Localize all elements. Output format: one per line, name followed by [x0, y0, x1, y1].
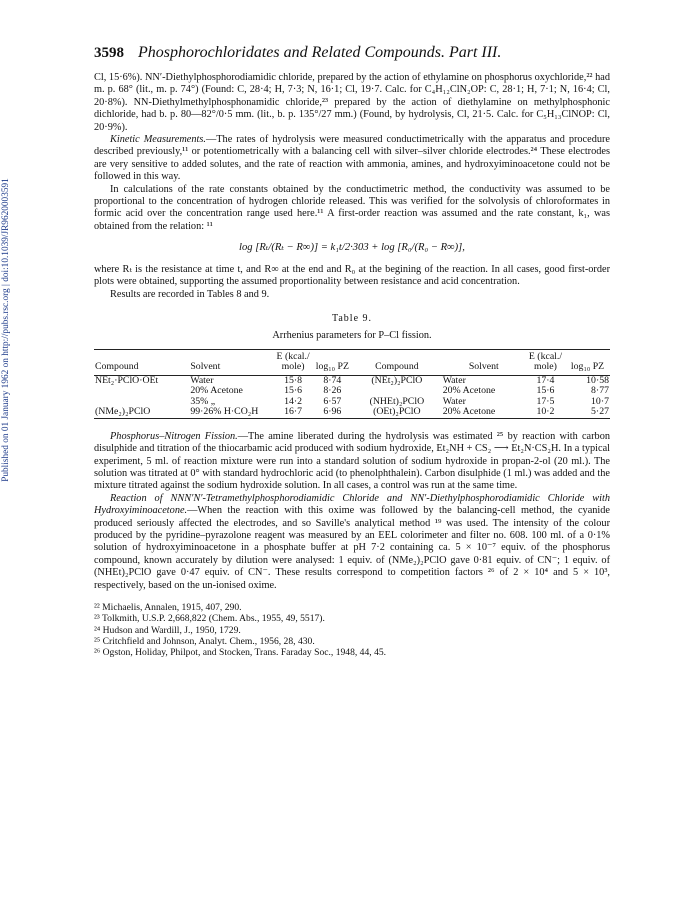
cell-energy-2: 17·4 [536, 374, 555, 386]
paragraph-pn-fission [94, 431, 610, 493]
cell-energy-2: 15·6 [536, 385, 555, 397]
cell-energy: 15·6 [284, 385, 303, 397]
col-compound-2: Compound [375, 361, 419, 373]
cell-compound-2: (NHEt)₂PClO [369, 395, 425, 407]
paragraph-kinetic-text: —The rates of hydrolysis were measured conductimetrically with the apparatus and procedure described previously,¹¹ or potentiometrically with a balancing cell with silver–silver chloride electrodes.²⁴ These electrodes are very sensitive to added solutes, and the rate of reaction with ammonia, amines, and hydroxyiminoacetone could not be followed in this way. [94, 134, 610, 183]
heading-kinetic: Kinetic Measurements. [110, 134, 206, 146]
reference-item: ²⁴ Hudson and Wardill, J., 1950, 1729. [94, 624, 241, 636]
cell-solvent-2: Water [442, 395, 466, 407]
cell-compound [94, 386, 189, 397]
heading-pn-fission: Phosphorus–Nitrogen Fission. [110, 430, 238, 442]
table-subtitle: Arrhenius parameters for P–Cl fission. [272, 330, 432, 342]
reference-item: ²³ Tolkmith, U.S.P. 2,668,822 (Chem. Abs., 1955, 49, 5517). [94, 613, 325, 625]
cell-compound-2: (OEt)₂PClO [373, 406, 421, 418]
cell-logpz: 8·74 [323, 374, 342, 386]
published-note[interactable]: Published on 01 January 1962 on http://pubs.rsc.org | doi:10.1039/JR9620003591 [1, 178, 11, 482]
cell-solvent: 99·26% H·CO₂H [190, 406, 259, 418]
body-text [94, 72, 610, 592]
cell-logpz-2: 8·77 [591, 385, 609, 397]
reference-item: ²⁶ Ogston, Holiday, Philpot, and Stocken, Trans. Faraday Soc., 1948, 44, 45. [94, 647, 387, 659]
cell-logpz: 8·26 [323, 385, 342, 397]
table-row [94, 376, 610, 387]
references [94, 602, 610, 658]
paragraph-kinetic [94, 134, 610, 184]
cell-solvent: Water [190, 374, 214, 386]
cell-logpz-2: 10·58 [586, 374, 609, 386]
cell-energy-2: 17·5 [536, 395, 555, 407]
cell-solvent: 35% „ [190, 395, 216, 407]
col-energy: E (kcal./ mole) [276, 350, 310, 373]
col-solvent: Solvent [190, 361, 221, 373]
table-row [94, 397, 610, 408]
cell-logpz: 6·57 [323, 395, 342, 407]
cell-solvent-2: 20% Acetone [442, 406, 496, 418]
reference-item: ²⁵ Critchfield and Johnson, Analyt. Chem., 1956, 28, 430. [94, 635, 315, 647]
cell-energy: 15·8 [284, 374, 303, 386]
cell-solvent-2: Water [442, 374, 466, 386]
rate-equation: log [Rₜ/(Rₜ − R∞)] = k₁t/2·303 + log [R₀/(R₀ − R∞)], [239, 242, 465, 254]
col-energy-2: E (kcal./ mole) [528, 350, 563, 373]
cell-logpz: 6·96 [323, 406, 342, 418]
paragraph-calculation: In calculations of the rate constants obtained by the conductimetric method, the conductivity was assumed to be proportional to the concentration of hydrogen chloride released. This was verified for the solvolysis of chloroformates in formic acid over the concentration range used here.¹¹ A first-order reaction was assumed and the rate constant, k₁, was obtained from the relation: ¹¹ [94, 183, 610, 232]
cell-solvent: 20% Acetone [190, 385, 243, 397]
paragraph-synthesis: Cl, 15·6%). NN′-Diethylphosphorodiamidic chloride, prepared by the action of ethylamine on phosphorus oxychloride,²² had m. p. 68° (lit., m. p. 74°) (Found: C, 28·4; H, 7·3; N, 16·1; Cl, 19·7. Calc. for C₄H₁₂ClN₂OP: C, 28·1; H, 7·1; N, 16·4; Cl, 20·8%). NN-Diethylmethylphosphonamidic chloride,²³ prepared by the action of diethylamine on methylphosphonic dichloride, had b. p. 80—82°/0·5 mm. (lit., b. p. 135°/27 mm.) (Found, by hydrolysis, Cl, 21·5. Calc. for C₅H₁₃ClNOP: Cl, 20·9%). [94, 72, 610, 133]
arrhenius-table [94, 350, 610, 418]
col-compound: Compound [95, 361, 139, 373]
cell-compound: NEt₂·PClO·OEt [95, 374, 159, 386]
page-header [94, 44, 610, 62]
table-header-row [94, 350, 610, 375]
paragraph-resistance: where Rₜ is the resistance at time t, and R∞ at the end and R₀ at the begining of the reaction. In all cases, good first-order plots were obtained, supporting the assumed proportionality between resistance and acid concentration. [94, 263, 610, 288]
paragraph-oxime-reaction-text: —When the reaction with this oxime was followed by the balancing-cell method, the cyanide produced seriously affected the electrodes, and so Saville's analytical method ¹⁹ was used. The intensity of the colour produced by the pyridine–pyrazolone reagent was measured by an EEL colorimeter and filter no. 608. 100 ml. of a 0·1% solution of hydroxyiminoacetone in a phosphate buffer at pH 7·2 containing ca. 5 × 10⁻⁷ equiv. of the phosphorus compound, known accurately by dilution were analysed: 1 equiv. of (NMe₂)₂PClO gave 0·81 equiv. of CN⁻; 1 equiv. of (NHEt)₂PClO gave 0·47 equiv. of CN⁻. These results correspond to competition factors ²⁶ of 2 × 10⁴ and 5 × 10³, respectively, based on the un-ionised oxime. [94, 505, 610, 591]
cell-energy-2: 10·2 [536, 406, 555, 418]
cell-energy: 14·2 [284, 395, 303, 407]
cell-logpz-2: 5·27 [591, 406, 609, 418]
running-title: Phosphorochloridates and Related Compounds. Part III. [138, 44, 502, 61]
col-logpz: log₁₀ PZ [315, 361, 349, 373]
table-row [94, 407, 610, 418]
col-logpz-2: log₁₀ PZ [570, 361, 605, 373]
table-row [94, 386, 610, 397]
publication-sidebar [0, 120, 14, 540]
cell-solvent-2: 20% Acetone [442, 385, 496, 397]
table-bottom-rule [94, 418, 610, 419]
table-caption: Table 9. [331, 312, 373, 324]
paragraph-pn-fission-text: —The amine liberated during the hydrolysis was estimated ²⁵ by reaction with carbon disulphide and titration of the thiocarbamic acid produced with sodium hydroxide, Et₂NH + CS₂ ⟶ Et₂N·CS₂H. In a typical experiment, 5 ml. of reaction mixture were run into a standard solution of sodium hydroxide in propan-2-ol (20 ml.). The solution was titrated at 0° with standard hydrochloric acid (to phenolphthalein). Carbon disulphide (1 ml.) was added and the mixture titrated against the sodium hydroxide solution. In all cases, a control was run at the same time. [94, 430, 610, 492]
reference-item: ²² Michaelis, Annalen, 1915, 407, 290. [94, 602, 242, 613]
cell-logpz-2: 10·7 [591, 395, 609, 407]
cell-compound: (NMe₂)₂PClO [95, 406, 151, 418]
page-body [94, 44, 610, 658]
page-number: 3598 [94, 45, 124, 61]
heading-oxime-reaction: Reaction of NNN′N′-Tetramethylphosphorodiamidic Chloride and NN′-Diethylphosphorodiamidic Chloride with Hydroxyiminoacetone. [94, 492, 610, 517]
paragraph-oxime-reaction [94, 493, 610, 592]
cell-energy: 16·7 [284, 406, 303, 418]
cell-compound-2: (NEt₂)₂PClO [371, 374, 423, 386]
paragraph-results: Results are recorded in Tables 8 and 9. [110, 288, 270, 300]
col-solvent-2: Solvent [468, 361, 499, 373]
